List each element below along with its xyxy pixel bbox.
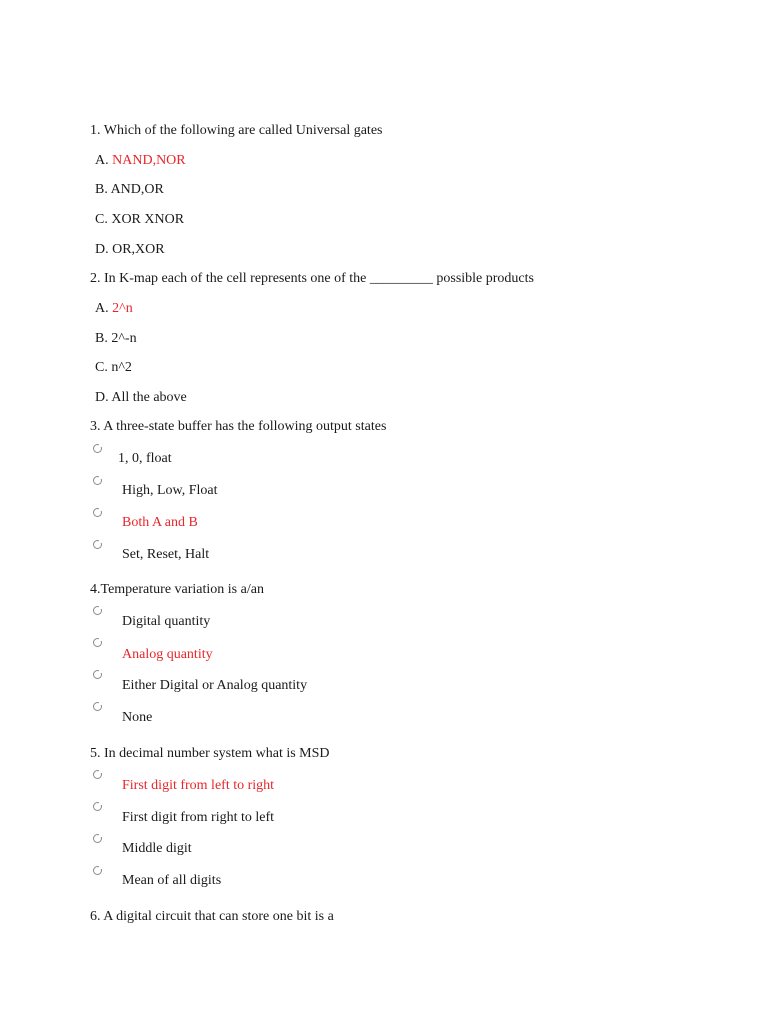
question-3-option-d: Set, Reset, Halt xyxy=(122,547,210,562)
question-2-option-b: B. 2^-n xyxy=(95,331,137,346)
question-4-option-c: Either Digital or Analog quantity xyxy=(122,678,308,693)
question-4-option-a-radio[interactable] xyxy=(93,606,102,615)
question-4-option-d-radio[interactable] xyxy=(93,702,102,711)
question-2-text: 2. In K-map each of the cell represents one of the _________ possible products xyxy=(90,271,534,286)
question-1-text: 1. Which of the following are called Universal gates xyxy=(90,123,383,138)
question-1-option-c: C. XOR XNOR xyxy=(95,212,185,227)
question-1-option-a: A. NAND,NOR xyxy=(95,153,186,168)
question-2-option-d: D. All the above xyxy=(95,390,187,405)
question-5-text: 5. In decimal number system what is MSD xyxy=(90,746,330,761)
question-3-option-a-radio[interactable] xyxy=(93,444,102,453)
question-4-option-c-radio[interactable] xyxy=(93,670,102,679)
question-2-option-c: C. n^2 xyxy=(95,360,132,375)
question-2-option-a: A. 2^n xyxy=(95,301,133,316)
question-4-option-b-radio[interactable] xyxy=(93,638,102,647)
question-3-text: 3. A three-state buffer has the following output states xyxy=(90,419,387,434)
question-1-option-b: B. AND,OR xyxy=(95,182,164,197)
question-5-option-c: Middle digit xyxy=(122,841,192,856)
question-5-option-b-radio[interactable] xyxy=(93,802,102,811)
question-4-text: 4.Temperature variation is a/an xyxy=(90,582,264,597)
question-5-option-c-radio[interactable] xyxy=(93,834,102,843)
question-5-option-d: Mean of all digits xyxy=(122,873,222,888)
question-6-text: 6. A digital circuit that can store one bit is a xyxy=(90,909,334,924)
correct-answer-text: NAND,NOR xyxy=(112,153,186,168)
correct-answer-text: 2^n xyxy=(112,301,133,316)
question-3-option-d-radio[interactable] xyxy=(93,540,102,549)
question-5-option-b: First digit from right to left xyxy=(122,810,275,825)
question-3-option-b: High, Low, Float xyxy=(122,483,218,498)
question-5-option-a-radio[interactable] xyxy=(93,770,102,779)
question-1-option-d: D. OR,XOR xyxy=(95,242,165,257)
question-3-option-c-radio[interactable] xyxy=(93,508,102,517)
question-4-option-b: Analog quantity xyxy=(122,647,213,662)
question-3-option-a: 1, 0, float xyxy=(118,451,172,466)
question-5-option-d-radio[interactable] xyxy=(93,866,102,875)
question-4-option-d: None xyxy=(122,710,153,725)
question-5-option-a: First digit from left to right xyxy=(122,778,275,793)
question-3-option-c: Both A and B xyxy=(122,515,198,530)
question-3-option-b-radio[interactable] xyxy=(93,476,102,485)
question-4-option-a: Digital quantity xyxy=(122,614,211,629)
